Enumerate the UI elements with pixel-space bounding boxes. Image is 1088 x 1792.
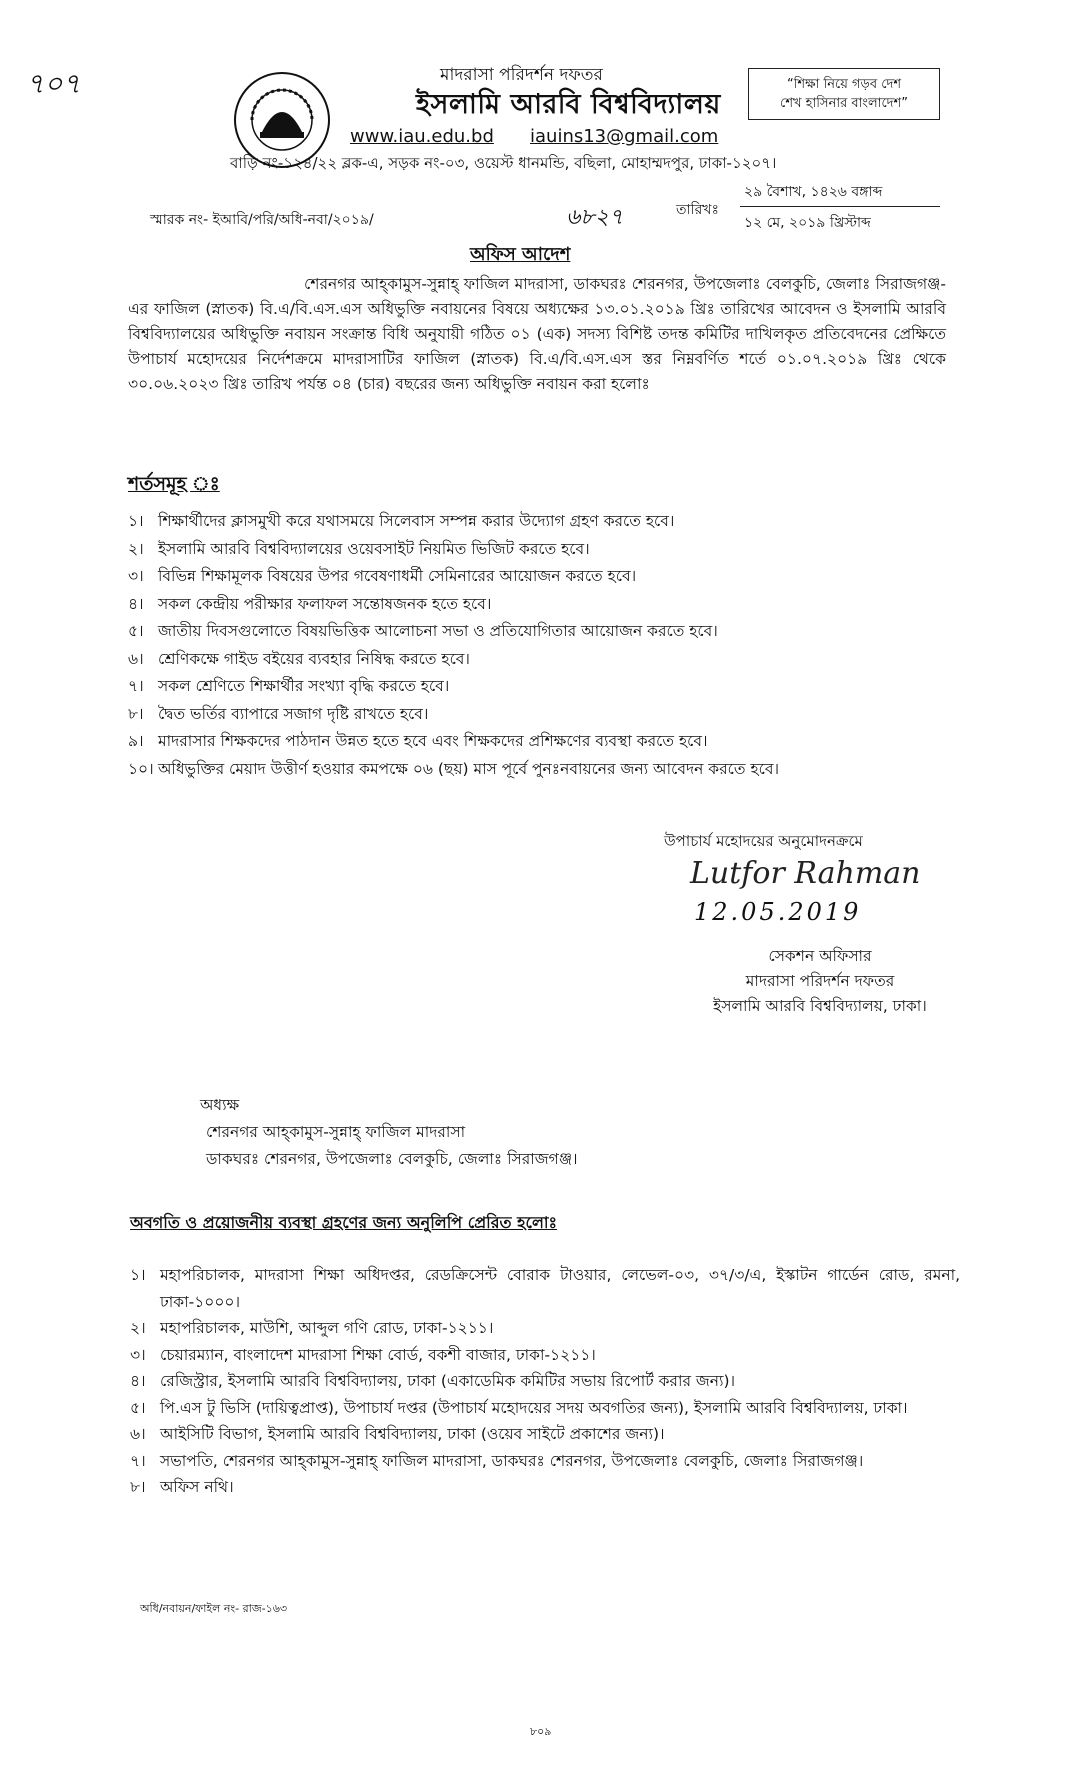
slogan-box [748, 68, 940, 120]
recipient-institution: শেরনগর আহ্‌কামুস-সুন্নাহ্‌ ফাজিল মাদরাসা [206, 1123, 466, 1141]
condition-item [128, 701, 968, 729]
cc-text: সভাপতি, শেরনগর আহ্‌কামুস-সুন্নাহ্‌ ফাজিল মাদরাসা, ডাকঘরঃ শেরনগর, উপজেলাঃ বেলকুচি, জেলাঃ সিরাজগঞ্জ। [160, 1451, 864, 1470]
condition-text: দ্বৈত ভর্তির ব্যাপারে সজাগ দৃষ্টি রাখতে হবে। [158, 704, 429, 723]
signature: Lutfor Rahman [690, 856, 921, 891]
cc-item [130, 1421, 960, 1448]
page-number: ৮০৯ [530, 1725, 552, 1738]
cc-item [130, 1395, 960, 1422]
conditions-heading: শর্তসমূহ ঃ [128, 473, 220, 495]
condition-text: জাতীয় দিবসগুলোতে বিষয়ভিত্তিক আলোচনা সভা ও প্রতিযোগিতার আয়োজন করতে হবে। [158, 622, 718, 640]
cc-number: ৫। [130, 1398, 146, 1417]
condition-item [128, 646, 968, 674]
signatory-title: সেকশন অফিসার [768, 947, 872, 965]
cc-number: ৩। [130, 1345, 146, 1364]
file-reference: অধি/নবায়ন/ফাইল নং- রাজ-১৬৩ [140, 1602, 288, 1615]
condition-item [128, 591, 968, 619]
condition-item [128, 728, 968, 756]
memo-reference: স্মারক নং- ইআবি/পরি/অধি-নবা/২০১৯/ [150, 212, 374, 228]
cc-number: ৪। [130, 1372, 146, 1390]
website-link[interactable]: www.iau.edu.bd [350, 126, 494, 147]
condition-number: ৮। [128, 704, 144, 723]
cc-text: মহাপরিচালক, মাউশি, আব্দুল গণি রোড, ঢাকা-১২১১। [160, 1319, 494, 1337]
condition-text: বিভিন্ন শিক্ষামূলক বিষয়ের উপর গবেষণাধর্মী সেমিনারের আয়োজন করতে হবে। [158, 567, 637, 585]
condition-item [128, 536, 968, 564]
cc-heading: অবগতি ও প্রয়োজনীয় ব্যবস্থা গ্রহণের জন্য অনুলিপি প্রেরিত হলোঃ [130, 1213, 558, 1232]
conditions-list [128, 508, 968, 783]
approval-note: উপাচার্য মহোদয়ের অনুমোদনক্রমে [664, 832, 863, 850]
document-title: অফিস আদেশ [470, 244, 571, 265]
condition-number: ৭। [128, 677, 144, 695]
cc-list [130, 1262, 960, 1501]
condition-number: ২। [128, 539, 144, 558]
cc-number: ২। [130, 1319, 146, 1337]
condition-text: মাদরাসার শিক্ষকদের পাঠদান উন্নত হতে হবে এবং শিক্ষকদের প্রশিক্ষণের ব্যবস্থা করতে হবে। [158, 732, 708, 750]
signatory-org: ইসলামি আরবি বিশ্ববিদ্যালয়, ঢাকা। [713, 997, 927, 1015]
date-label: তারিখঃ [676, 202, 719, 218]
address: বাড়ি নং-১২৪/২২ ব্লক-এ, সড়ক নং-০৩, ওয়েস্ট ধানমন্ডি, বছিলা, মোহাম্মদপুর, ঢাকা-১২০৭। [230, 154, 777, 172]
condition-number: ১। [128, 512, 144, 530]
recipient-block [200, 1092, 578, 1173]
condition-text: ইসলামি আরবি বিশ্ববিদ্যালয়ের ওয়েবসাইট নিয়মিত ভিজিট করতে হবে। [158, 539, 590, 558]
cc-item [130, 1474, 960, 1501]
condition-text: অধিভুক্তির মেয়াদ উত্তীর্ণ হওয়ার কমপক্ষে ০৬ (ছয়) মাস পূর্বে পুনঃনবায়নের জন্য আবেদন করতে হবে। [158, 759, 780, 778]
handwritten-page-number: ৭০৭ [26, 67, 81, 100]
cc-number: ১। [130, 1266, 146, 1284]
condition-number: ৪। [128, 594, 144, 613]
slogan-line-2: শেখ হাসিনার বাংলাদেশ” [780, 96, 908, 111]
condition-number: ৬। [128, 649, 144, 668]
date-box [740, 178, 940, 239]
condition-text: শ্রেণিকক্ষে গাইড বইয়ের ব্যবহার নিষিদ্ধ করতে হবে। [158, 649, 470, 668]
condition-item [128, 756, 968, 784]
cc-item [130, 1368, 960, 1395]
cc-item [130, 1315, 960, 1342]
office-name: মাদরাসা পরিদর্শন দফতর [440, 65, 603, 85]
date-bangla: ২৯ বৈশাখ, ১৪২৬ বঙ্গাব্দ [740, 178, 940, 207]
condition-number: ৩। [128, 567, 144, 585]
cc-number: ৮। [130, 1478, 146, 1496]
cc-text: রেজিস্ট্রার, ইসলামি আরবি বিশ্ববিদ্যালয়, ঢাকা (একাডেমিক কমিটির সভায় রিপোর্ট করার জন্য)। [160, 1372, 736, 1390]
condition-text: সকল কেন্দ্রীয় পরীক্ষার ফলাফল সন্তোষজনক হতে হবে। [158, 594, 492, 613]
signatory-office: মাদরাসা পরিদর্শন দফতর [745, 972, 895, 990]
recipient-address: ডাকঘরঃ শেরনগর, উপজেলাঃ বেলকুচি, জেলাঃ সিরাজগঞ্জ। [206, 1150, 578, 1168]
cc-number: ৭। [130, 1451, 146, 1470]
cc-text: অফিস নথি। [160, 1478, 234, 1496]
cc-text: পি.এস টু ভিসি (দায়িত্বপ্রাপ্ত), উপাচার্য দপ্তর (উপাচার্য মহোদয়ের সদয় অবগতির জন্য), ইসলামি আরবি বিশ্ববিদ্যালয়, ঢাকা। [160, 1398, 908, 1417]
university-name: ইসলামি আরবি বিশ্ববিদ্যালয় [416, 89, 721, 120]
cc-item [130, 1342, 960, 1369]
condition-item [128, 508, 968, 536]
condition-item [128, 563, 968, 591]
memo-number: ৬৮২৭ [566, 205, 624, 230]
order-body: শেরনগর আহ্‌কামুস-সুন্নাহ্‌ ফাজিল মাদরাসা, ডাকঘরঃ শেরনগর, উপজেলাঃ বেলকুচি, জেলাঃ সিরাজগঞ্জ-এর ফাজিল (স্নাতক) বি.এ/বি.এস.এস অধিভুক্তি নবায়নের বিষয়ে অধ্যক্ষের ১৩.০১.২০১৯ খ্রিঃ তারিখের আবেদন ও ইসলামি আরবি বিশ্ববিদ্যালয়ের অধিভুক্তি নবায়ন সংক্রান্ত বিধি অনুযায়ী গঠিত ০১ (এক) সদস্য বিশিষ্ট তদন্ত কমিটির দাখিলকৃত প্রতিবেদনের প্রেক্ষিতে উপাচার্য মহোদয়ের নির্দেশক্রমে মাদরাসাটির ফাজিল (স্নাতক) বি.এ/বি.এস.এস স্তর নিম্নবর্ণিত শর্তে ০১.০৭.২০১৯ খ্রিঃ থেকে ৩০.০৬.২০২৩ খ্রিঃ তারিখ পর্যন্ত ০৪ (চার) বছরের জন্য অধিভুক্তি নবায়ন করা হলোঃ [128, 275, 946, 393]
condition-item [128, 673, 968, 701]
email-link[interactable]: iauins13@gmail.com [530, 126, 719, 147]
condition-item [128, 618, 968, 646]
slogan-line-1: “শিক্ষা নিয়ে গড়ব দেশ [786, 77, 902, 92]
cc-item [130, 1448, 960, 1475]
signature-date: 12.05.2019 [694, 898, 862, 926]
condition-number: ১০। [128, 759, 154, 778]
condition-text: সকল শ্রেণিতে শিক্ষার্থীর সংখ্যা বৃদ্ধি করতে হবে। [158, 677, 450, 695]
recipient-title: অধ্যক্ষ [200, 1096, 240, 1114]
date-english: ১২ মে, ২০১৯ খ্রিস্টাব্দ [744, 215, 871, 231]
cc-item [130, 1262, 960, 1315]
condition-number: ৫। [128, 622, 144, 640]
cc-text: মহাপরিচালক, মাদরাসা শিক্ষা অধিদপ্তর, রেডক্রিসেন্ট বোরাক টাওয়ার, লেভেল-০৩, ৩৭/৩/এ, ইস্কাটন গার্ডেন রোড, রমনা, ঢাকা-১০০০। [160, 1266, 960, 1311]
cc-text: চেয়ারম্যান, বাংলাদেশ মাদরাসা শিক্ষা বোর্ড, বকশী বাজার, ঢাকা-১২১১। [160, 1345, 596, 1364]
cc-number: ৬। [130, 1425, 146, 1443]
condition-number: ৯। [128, 732, 144, 750]
condition-text: শিক্ষার্থীদের ক্লাসমুখী করে যথাসময়ে সিলেবাস সম্পন্ন করার উদ্যোগ গ্রহণ করতে হবে। [158, 512, 675, 530]
cc-text: আইসিটি বিভাগ, ইসলামি আরবি বিশ্ববিদ্যালয়, ঢাকা (ওয়েব সাইটে প্রকাশের জন্য)। [160, 1425, 665, 1443]
signatory-block [690, 944, 950, 1019]
